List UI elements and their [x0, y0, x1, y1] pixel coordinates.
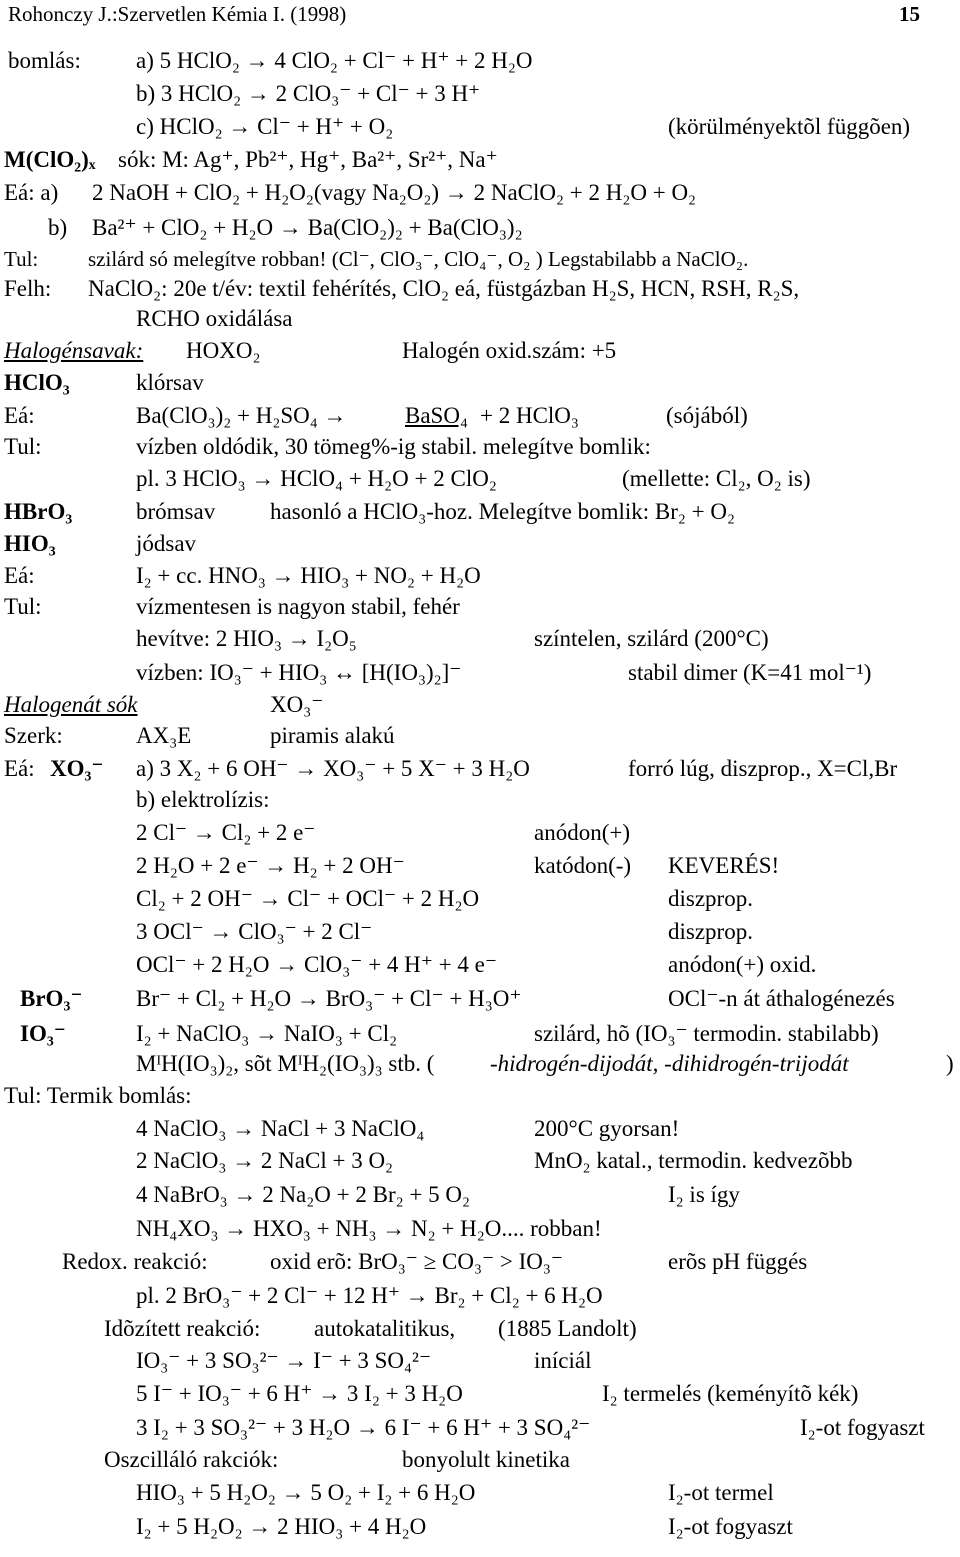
text-line-39-1: autokatalitikus, [314, 1316, 456, 1341]
text-line-42-0: 3 I₂ + 3 SO₃²⁻ + 3 H₂O → 6 I⁻ + 6 H⁺ + 3 SO₄²⁻ [136, 1415, 591, 1440]
text-line-10-1: klórsav [136, 370, 204, 395]
text-line-29-1: Br⁻ + Cl₂ + H₂O → BrO₃⁻ + Cl⁻ + H₃O⁺ [136, 986, 522, 1011]
text-line-23-0: b) elektrolízis: [136, 787, 270, 812]
text-line-16-1: I₂ + cc. HNO₃ → HIO₃ + NO₂ + H₂O [136, 563, 481, 588]
text-line-33-0: 4 NaClO₃ → NaCl + 3 NaClO₄ [136, 1116, 425, 1141]
text-line-20-0: Halogenát sók [4, 692, 138, 717]
text-line-22-3: forró lúg, diszprop., X=Cl,Br [628, 756, 898, 781]
text-line-4-1: 2 NaOH + ClO₂ + H₂O₂(vagy Na₂O₂) → 2 NaClO₂ + 2 H₂O + O₂ [92, 180, 697, 205]
text-line-13-1: (mellette: Cl₂, O₂ is) [622, 466, 811, 491]
text-line-22-0: Eá: [4, 756, 35, 781]
running-header: Rohonczy J.:Szervetlen Kémia I. (1998) [8, 2, 347, 26]
text-line-25-0: 2 H₂O + 2 e⁻ → H₂ + 2 OH⁻ [136, 853, 405, 878]
text-line-11-3: + 2 HClO₃ [480, 403, 579, 428]
text-line-37-2: erõs pH függés [668, 1249, 808, 1274]
text-line-31-0: MᴵH(IO₃)₂, sõt MᴵH₂(IO₃)₃ stb. ( [136, 1051, 435, 1076]
text-line-11-2: BaSO₄ [405, 403, 468, 428]
text-line-0-0: bomlás: [8, 48, 81, 73]
text-line-21-1: AX₃E [136, 723, 192, 748]
text-line-11-4: (sójából) [666, 403, 748, 428]
text-line-12-0: Tul: [4, 434, 42, 459]
text-line-16-0: Eá: [4, 563, 35, 588]
text-line-44-0: HIO₃ + 5 H₂O₂ → 5 O₂ + I₂ + 6 H₂O [136, 1480, 476, 1505]
text-line-44-1: I₂-ot termel [668, 1480, 774, 1505]
text-line-5-1: Ba²⁺ + ClO₂ + H₂O → Ba(ClO₂)₂ + Ba(ClO₃)₂ [92, 215, 523, 240]
text-line-12-1: vízben oldódik, 30 tömeg%-ig stabil. melegítve bomlik: [136, 434, 651, 459]
text-line-9-1: HOXO₂ [186, 338, 261, 363]
text-line-25-1: katódon(-) [534, 853, 632, 878]
text-line-21-2: piramis alakú [270, 723, 395, 748]
text-line-37-1: oxid erõ: BrO₃⁻ ≥ CO₃⁻ > IO₃⁻ [270, 1249, 564, 1274]
text-line-39-2: (1885 Landolt) [498, 1316, 637, 1341]
text-line-26-0: Cl₂ + 2 OH⁻ → Cl⁻ + OCl⁻ + 2 H₂O [136, 886, 480, 911]
text-line-38-0: pl. 2 BrO₃⁻ + 2 Cl⁻ + 12 H⁺ → Br₂ + Cl₂ + 6 H₂O [136, 1283, 603, 1308]
text-line-5-0: b) [48, 215, 68, 240]
text-line-24-1: anódon(+) [534, 820, 630, 845]
text-line-18-1: színtelen, szilárd (200°C) [534, 626, 769, 651]
text-line-21-0: Szerk: [4, 723, 63, 748]
text-line-19-0: vízben: IO₃⁻ + HIO₃ ↔ [H(IO₃)₂]⁻ [136, 660, 462, 685]
text-line-9-0: Halogénsavak: [4, 338, 144, 363]
text-line-37-0: Redox. reakció: [62, 1249, 208, 1274]
text-line-18-0: hevítve: 2 HIO₃ → I₂O₅ [136, 626, 357, 651]
text-line-45-1: I₂-ot fogyaszt [668, 1514, 793, 1539]
text-line-17-1: vízmentesen is nagyon stabil, fehér [136, 594, 460, 619]
text-line-3-1: sók: M: Ag⁺, Pb²⁺, Hg⁺, Ba²⁺, Sr²⁺, Na⁺ [118, 147, 498, 172]
text-line-34-0: 2 NaClO₃ → 2 NaCl + 3 O₂ [136, 1148, 394, 1173]
text-line-41-0: 5 I⁻ + IO₃⁻ + 6 H⁺ → 3 I₂ + 3 H₂O [136, 1381, 463, 1406]
text-line-33-1: 200°C gyorsan! [534, 1116, 680, 1141]
text-line-39-0: Idõzített reakció: [104, 1316, 261, 1341]
text-line-3-0: M(ClO₂)ₓ [4, 147, 96, 172]
text-line-15-0: HIO₃ [4, 531, 56, 556]
text-line-14-1: brómsav [136, 499, 216, 524]
text-line-6-1: szilárd só melegítve robban! (Cl⁻, ClO₃⁻, ClO₄⁻, O₂ ) Legstabilabb a NaClO₂. [88, 247, 749, 271]
text-line-9-2: Halogén oxid.szám: +5 [402, 338, 617, 363]
text-line-7-0: Felh: [4, 276, 52, 301]
text-line-42-1: I₂-ot fogyaszt [800, 1415, 925, 1440]
text-line-36-0: NH₄XO₃ → HXO₃ + NH₃ → N₂ + H₂O.... robban! [136, 1216, 602, 1241]
text-line-14-2: hasonló a HClO₃-hoz. Melegítve bomlik: Br₂ + O₂ [270, 499, 736, 524]
text-line-31-1: -hidrogén-dijodát, -dihidrogén-trijodát [490, 1051, 849, 1076]
text-line-6-0: Tul: [4, 247, 39, 271]
text-line-24-0: 2 Cl⁻ → Cl₂ + 2 e⁻ [136, 820, 316, 845]
text-line-15-1: jódsav [136, 531, 197, 556]
text-line-28-0: OCl⁻ + 2 H₂O → ClO₃⁻ + 4 H⁺ + 4 e⁻ [136, 952, 497, 977]
text-line-4-0: Eá: a) [4, 180, 59, 205]
text-line-29-2: OCl⁻-n át áthalogénezés [668, 986, 895, 1011]
text-line-34-1: MnO₂ katal., termodin. kedvezõbb [534, 1148, 853, 1173]
text-line-11-0: Eá: [4, 403, 35, 428]
text-line-27-0: 3 OCl⁻ → ClO₃⁻ + 2 Cl⁻ [136, 919, 373, 944]
text-line-35-1: I₂ is így [668, 1182, 740, 1207]
text-line-43-1: bonyolult kinetika [402, 1447, 571, 1472]
text-line-30-0: IO₃⁻ [20, 1021, 66, 1046]
text-line-11-1: Ba(ClO₃)₂ + H₂SO₄ → [136, 403, 347, 428]
text-line-43-0: Oszcilláló rakciók: [104, 1447, 279, 1472]
text-line-2-0: c) HClO₂ → Cl⁻ + H⁺ + O₂ [136, 114, 394, 139]
text-line-45-0: I₂ + 5 H₂O₂ → 2 HIO₃ + 4 H₂O [136, 1514, 427, 1539]
text-line-10-0: HClO₃ [4, 370, 70, 395]
text-line-22-2: a) 3 X₂ + 6 OH⁻ → XO₃⁻ + 5 X⁻ + 3 H₂O [136, 756, 530, 781]
text-line-29-0: BrO₃⁻ [20, 986, 83, 1011]
text-line-7-1: NaClO₂: 20e t/év: textil fehérítés, ClO₂ eá, füstgázban H₂S, HCN, RSH, R₂S, [88, 276, 800, 301]
text-line-19-1: stabil dimer (K=41 mol⁻¹) [628, 660, 872, 685]
text-line-30-2: szilárd, hõ (IO₃⁻ termodin. stabilabb) [534, 1021, 879, 1046]
text-line-8-0: RCHO oxidálása [136, 306, 293, 331]
text-line-32-0: Tul: Termik bomlás: [4, 1083, 192, 1108]
text-line-31-2: ) [946, 1051, 954, 1076]
text-line-20-1: XO₃⁻ [270, 692, 324, 717]
text-line-28-1: anódon(+) oxid. [668, 952, 817, 977]
text-line-22-1: XO₃⁻ [50, 756, 104, 781]
text-line-30-1: I₂ + NaClO₃ → NaIO₃ + Cl₂ [136, 1021, 398, 1046]
text-line-35-0: 4 NaBrO₃ → 2 Na₂O + 2 Br₂ + 5 O₂ [136, 1182, 470, 1207]
text-line-40-0: IO₃⁻ + 3 SO₃²⁻ → I⁻ + 3 SO₄²⁻ [136, 1348, 432, 1373]
text-line-14-0: HBrO₃ [4, 499, 73, 524]
text-line-40-1: iníciál [534, 1348, 592, 1373]
text-line-26-1: diszprop. [668, 886, 753, 911]
text-line-41-1: I₂ termelés (keményítõ kék) [602, 1381, 859, 1406]
text-line-17-0: Tul: [4, 594, 42, 619]
text-line-2-1: (körülményektõl függõen) [668, 114, 911, 139]
text-line-1-0: b) 3 HClO₂ → 2 ClO₃⁻ + Cl⁻ + 3 H⁺ [136, 81, 481, 106]
text-line-25-2: KEVERÉS! [668, 853, 780, 878]
text-line-13-0: pl. 3 HClO₃ → HClO₄ + H₂O + 2 ClO₂ [136, 466, 497, 491]
page-number: 15 [899, 2, 920, 26]
text-line-0-1: a) 5 HClO₂ → 4 ClO₂ + Cl⁻ + H⁺ + 2 H₂O [136, 48, 533, 73]
text-line-27-1: diszprop. [668, 919, 753, 944]
